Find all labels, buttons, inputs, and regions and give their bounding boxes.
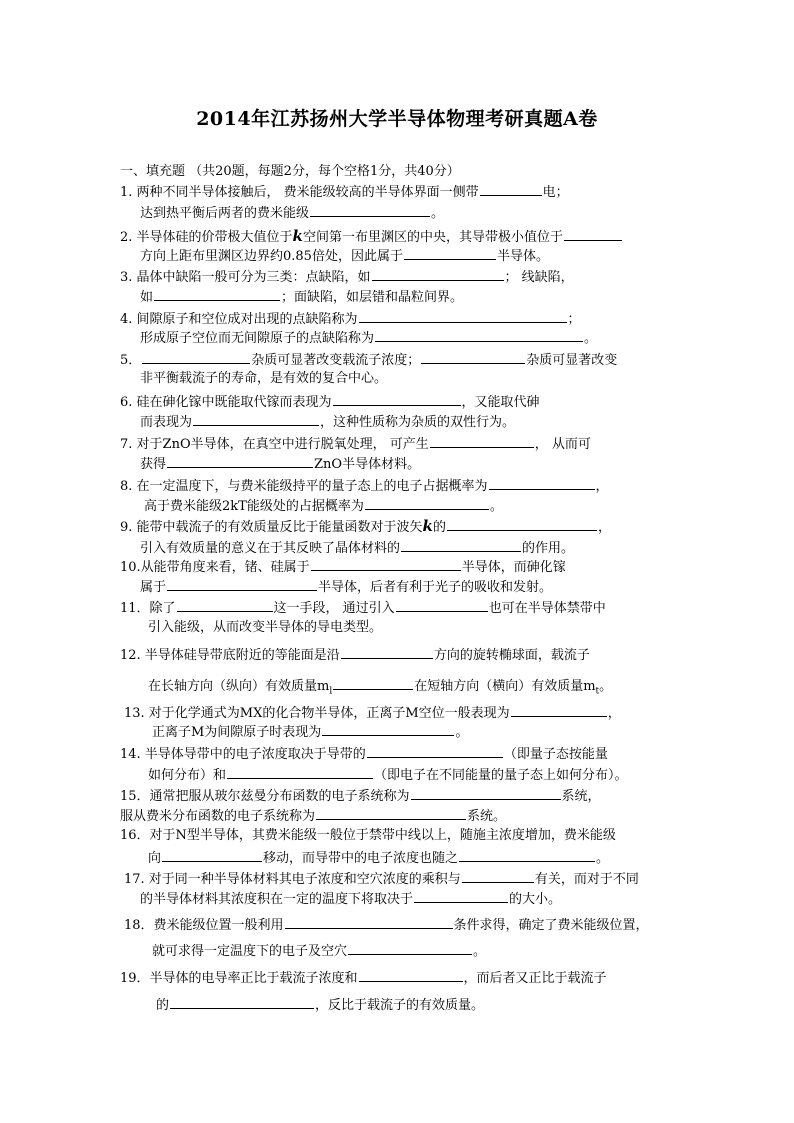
q17-text-a: 17. 对于同一种半导体材料其电子浓度和空穴浓度的乘积与 [124,872,461,887]
q6-text-d: ，这种性质称为杂质的双性行为。 [320,415,516,430]
question-8-line-2 [144,496,503,516]
question-16-line-2 [148,848,609,868]
q3-text-d: ；面缺陷，如层错和晶粒间界。 [281,290,464,305]
q9-text-d: 引入有效质量的意义在于其反映了晶体材料的 [140,541,401,556]
answer-blank[interactable] [154,287,280,301]
q18-text-a: 18．费米能级位置一般利用 [124,918,284,933]
question-10-line-1 [120,557,566,577]
answer-blank[interactable] [311,557,461,571]
q1-text-d: 。 [431,206,445,221]
q12-text-a: 12. 半导体硅导带底附近的等能面是沿 [120,648,340,663]
question-8-line-1 [120,476,609,496]
question-6-line-1 [120,392,540,412]
q1-text-c: 达到热平衡后两者的费米能级 [140,206,310,221]
question-7-line-2 [140,454,420,474]
answer-blank[interactable] [167,454,313,468]
answer-blank[interactable] [285,915,453,929]
q12-subscript-l: l [329,686,333,697]
q9-text-e: 的作用。 [522,541,575,556]
q14-text-c: 如何分布）和 [148,768,227,783]
q15-text-a: 15．通常把服从玻尔兹曼分布函数的电子系统称为 [120,789,410,804]
question-19-line-2 [156,995,484,1015]
answer-blank[interactable] [322,722,454,736]
q16-text-b: 向 [148,851,162,866]
q3-text-c: 如 [140,290,154,305]
question-15-line-1 [120,786,601,806]
q8-text-b: ， [595,479,609,494]
q9-text-c: ， [597,520,611,535]
answer-blank[interactable] [177,598,273,612]
q8-text-d: 。 [489,499,503,514]
answer-blank[interactable] [170,995,314,1009]
answer-blank[interactable] [365,496,489,510]
q14-text-a: 14. 半导体导带中的电子浓度取决于导带的 [120,747,366,762]
question-15-line-2 [120,806,506,826]
q6-text-b: ，又能取代砷 [461,395,540,410]
q18-text-d: 。 [473,944,487,959]
answer-blank[interactable] [375,328,583,342]
q15-text-c: 服从费米分布函数的电子系统称为 [120,809,316,824]
question-13-line-1 [124,703,621,723]
q16-text-c: 移动，而导带中的电子浓度也随之 [263,851,459,866]
answer-blank[interactable] [162,848,262,862]
q8-text-a: 8. 在一定温度下，与费米能级持平的量子态上的电子占据概率为 [120,479,488,494]
answer-blank[interactable] [367,744,503,758]
q5-text-b: 杂质可显著改变载流子浓度； [251,353,421,368]
k-vector-symbol: k [292,227,303,245]
answer-blank[interactable] [511,703,607,717]
q6-text-c: 而表现为 [140,415,193,430]
section-header: 一、填充题 （共20题，每题2分，每个空格1分，共40分） [120,164,460,179]
question-19-line-1 [120,968,607,988]
question-6-line-2 [140,412,515,432]
q15-text-b: 系统， [561,789,601,804]
question-3-line-1 [120,267,574,287]
q12-text-b: 方向的旋转椭球面，载流子 [433,648,590,663]
q5-text-a: 5． [120,353,142,368]
q18-text-c: 就可求得一定温度下的电子及空穴 [152,944,348,959]
question-1-line-1 [120,182,569,202]
q1-text-b: 电； [542,185,569,200]
q6-text-a: 6. 硅在砷化镓中既能取代镓而表现为 [120,395,332,410]
answer-blank[interactable] [401,538,521,552]
answer-blank[interactable] [333,392,461,406]
answer-blank[interactable] [489,476,595,490]
question-17-line-2 [140,889,561,909]
answer-blank[interactable] [310,203,430,217]
answer-blank[interactable] [142,350,250,364]
answer-blank[interactable] [333,676,413,690]
q17-text-b: 有关，而对于不同 [534,872,639,887]
answer-blank[interactable] [348,941,472,955]
q2-text-d: 半导体。 [496,249,549,264]
q11-text-b: 这一手段， 通过引入 [273,601,395,616]
q10-text-a: 10.从能带角度来看，锗、硅属于 [120,560,310,575]
q12-subscript-t: t [595,686,600,697]
answer-blank[interactable] [359,968,463,982]
answer-blank[interactable] [396,598,488,612]
question-17-line-1 [124,869,639,889]
q5-text-d: 非平衡载流子的寿命，是有效的复合中心。 [140,371,388,386]
page-title: 2014年江苏扬州大学半导体物理考研真题A卷 [196,108,598,130]
q4-text-b: ； [567,312,581,327]
q13-text-d: 。 [455,725,469,740]
question-4-line-2 [140,328,597,348]
question-10-line-2 [140,577,552,597]
q12-text-e: 。 [599,679,613,694]
question-1-line-2 [140,203,444,223]
question-11-line-1 [120,598,606,618]
question-9-line-1 [120,517,611,537]
q11-text-a: 11．除了 [120,601,176,616]
answer-blank[interactable] [341,645,433,659]
answer-blank[interactable] [372,267,504,281]
q13-text-c: 正离子M为间隙原子时表现为 [152,725,322,740]
q10-text-b: 半导体，而砷化镓 [461,560,566,575]
question-3-line-2 [140,287,463,307]
question-4-line-1 [120,309,581,329]
q7-text-c: 获得 [140,457,167,472]
answer-blank[interactable] [447,517,597,531]
question-18-line-1 [124,915,649,935]
q10-text-d: 半导体，后者有利于光子的吸收和发射。 [318,580,553,595]
q7-text-d: ZnO半导体材料。 [314,457,421,472]
question-14-line-2 [148,765,628,785]
q14-text-b: （即量子态按能量 [503,747,608,762]
q18-text-b: 条件求得，确定了费米能级位置， [453,918,649,933]
q16-text-a: 16．对于N型半导体，其费米能级一般位于禁带中线以上，随施主浓度增加，费米能级 [120,828,616,843]
q7-text-b: ， 从而可 [534,437,591,452]
q19-text-c: 的 [156,998,170,1013]
answer-blank[interactable] [193,412,319,426]
question-9-line-2 [140,538,574,558]
k-vector-symbol: k [422,517,433,535]
q3-text-b: ； 线缺陷， [504,270,574,285]
question-5-line-2 [140,370,387,388]
q13-text-b: ， [607,706,621,721]
q19-text-a: 19．半导体的电导率正比于载流子浓度和 [120,971,358,986]
answer-blank[interactable] [564,227,622,241]
q7-text-a: 7. 对于ZnO半导体，在真空中进行脱氧处理， 可产生 [120,437,429,452]
question-14-line-1 [120,744,608,764]
answer-blank[interactable] [414,889,508,903]
question-11-line-2 [148,619,382,637]
question-18-line-2 [152,941,486,961]
question-5-line-1 [120,350,617,370]
q12-text-c: 在长轴方向（纵向）有效质量m [148,679,330,694]
q19-text-b: ，而后者又正比于载流子 [463,971,607,986]
q13-text-a: 13. 对于化学通式为MX的化合物半导体，正离子M空位一般表现为 [124,706,510,721]
q2-text-c: 方向上距布里渊区边界约0.85倍处，因此属于 [140,249,403,264]
q8-text-c: 高于费米能级2kT能级处的占据概率为 [144,499,364,514]
q19-text-d: ，反比于载流子的有效质量。 [315,998,485,1013]
q10-text-c: 属于 [140,580,167,595]
answer-blank[interactable] [316,806,466,820]
q2-text-a: 2. 半导体硅的价带极大值位于 [120,230,293,245]
q17-text-d: 的大小。 [509,892,562,907]
q2-text-b: 空间第一布里渊区的中央，其导带极小值位于 [302,230,563,245]
question-16-line-1 [120,827,616,845]
question-7-line-1 [120,434,591,454]
q9-text-a: 9. 能带中载流子的有效质量反比于能量函数对于波矢 [120,520,423,535]
q12-text-d: 在短轴方向（横向）有效质量m [414,679,596,694]
answer-blank[interactable] [421,350,525,364]
answer-blank[interactable] [480,182,542,196]
answer-blank[interactable] [459,848,595,862]
answer-blank[interactable] [404,246,496,260]
answer-blank[interactable] [430,434,534,448]
answer-blank[interactable] [359,309,567,323]
q11-text-d: 引入能级，从而改变半导体的导电类型。 [148,620,383,635]
answer-blank[interactable] [227,765,373,779]
q4-text-a: 4. 间隙原子和空位成对出现的点缺陷称为 [120,312,358,327]
question-2-line-2 [140,246,549,266]
question-12-line-1 [120,645,590,665]
q5-text-c: 杂质可显著改变 [526,353,618,368]
answer-blank[interactable] [462,869,534,883]
q16-text-d: 。 [596,851,610,866]
q9-text-b: 的 [432,520,446,535]
question-12-line-2 [148,676,612,701]
answer-blank[interactable] [411,786,561,800]
q3-text-a: 3. 晶体中缺陷一般可分为三类：点缺陷，如 [120,270,371,285]
question-13-line-2 [152,722,468,742]
q17-text-c: 的半导体材料其浓度积在一定的温度下将取决于 [140,892,414,907]
answer-blank[interactable] [167,577,317,591]
q4-text-d: 。 [584,331,598,346]
q15-text-d: 系统。 [467,809,507,824]
q4-text-c: 形成原子空位而无间隙原子的点缺陷称为 [140,331,375,346]
q11-text-c: 也可在半导体禁带中 [488,601,606,616]
question-2-line-1 [120,227,623,247]
q1-text-a: 1. 两种不同半导体接触后， 费米能级较高的半导体界面一侧带 [120,185,479,200]
q14-text-d: （即电子在不同能量的量子态上如何分布）。 [374,768,628,783]
